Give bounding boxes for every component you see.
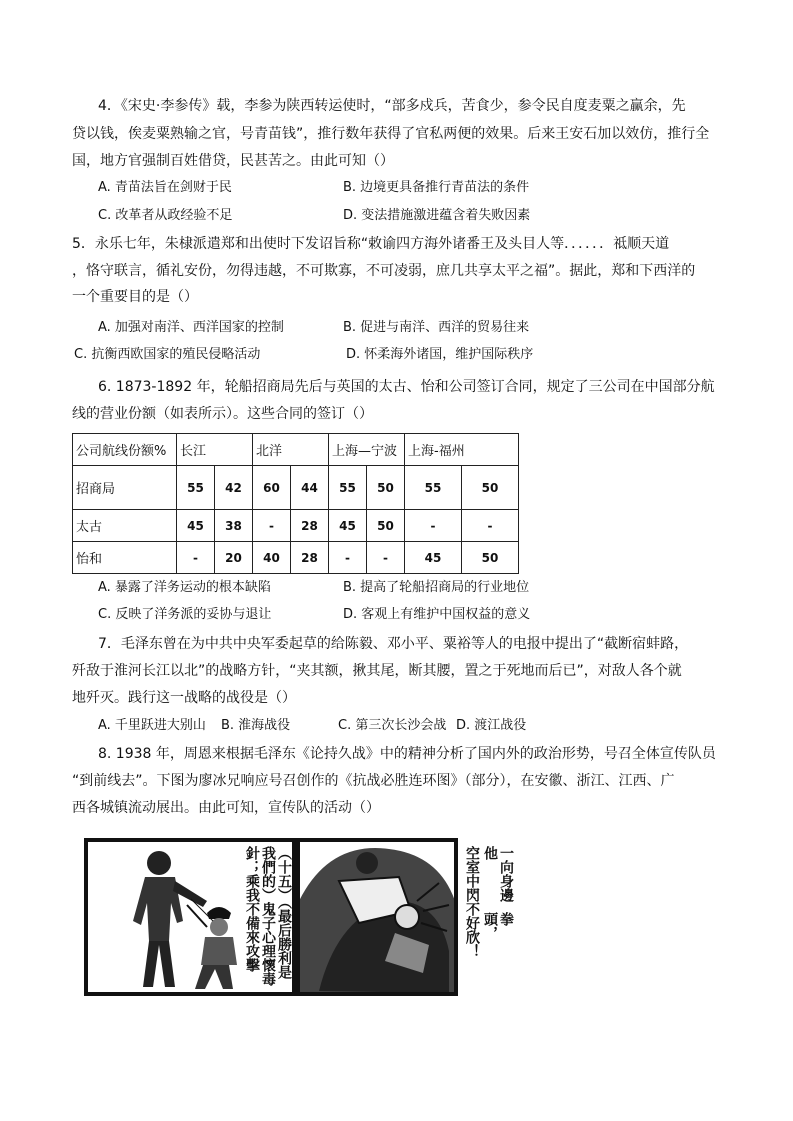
comic-caption-right-col1b: 拳頭， — [482, 912, 514, 940]
q6-option-b[interactable]: B. 提高了轮船招商局的行业地位 — [343, 580, 530, 595]
q4-line-3: 国，地方官强制百姓借贷，民甚苦之。由此可知（） — [72, 153, 394, 169]
q7-option-a[interactable]: A. 千里跃进大别山 — [98, 718, 206, 733]
q7-line-1: 7．毛泽东曾在为中共中央军委起草的给陈毅、邓小平、粟裕等人的电报中提出了“截断宿蚌路， — [98, 636, 689, 652]
table-header-row — [73, 434, 519, 466]
q5-line-2: ，恪守联言，循礼安份，勿得违越，不可欺寡，不可凌弱，庶几共享太平之福”。据此，郑和下西洋的 — [72, 263, 696, 279]
table-cell: 55 — [329, 466, 367, 510]
table-row — [73, 510, 519, 542]
table-cell: 50 — [367, 510, 405, 542]
q7-option-c[interactable]: C. 第三次长沙会战 — [338, 718, 447, 733]
table-cell: 45 — [177, 510, 215, 542]
table-cell: - — [462, 510, 519, 542]
comic-caption-right-col2: 空室中閃不好欣！ — [464, 846, 480, 958]
table-header-cell: 公司航线份额% — [73, 434, 177, 466]
table-header-cell: 上海—宁波 — [329, 434, 405, 466]
table-cell: 50 — [367, 466, 405, 510]
table-cell: 50 — [462, 542, 519, 574]
comic-caption-col1: （十五）（最后勝利是 — [276, 846, 292, 979]
table-cell: 55 — [177, 466, 215, 510]
table-cell: - — [177, 542, 215, 574]
q4-option-a[interactable]: A. 青苗法旨在剑财于民 — [98, 180, 232, 195]
table-cell: 44 — [291, 466, 329, 510]
table-row-label: 怡和 — [73, 542, 177, 574]
comic-caption-col3: 針；乘我不備來攻擊 — [244, 846, 260, 972]
q8-line-1: 8. 1938 年，周恩来根据毛泽东《论持久战》中的精神分析了国内外的政治形势，号召全体宣传队员 — [98, 746, 716, 762]
q4-option-c[interactable]: C. 改革者从政经验不足 — [98, 208, 233, 223]
table-cell: 28 — [291, 510, 329, 542]
q8-line-3: 西各城镇流动展出。由此可知，宣传队的活动（） — [72, 800, 380, 816]
table-cell: 28 — [291, 542, 329, 574]
table-cell: 40 — [253, 542, 291, 574]
table-header-cell: 北洋 — [253, 434, 329, 466]
table-cell: 45 — [329, 510, 367, 542]
q6-option-c[interactable]: C. 反映了洋务派的妥协与退让 — [98, 607, 272, 622]
table-cell: 20 — [215, 542, 253, 574]
q5-option-d[interactable]: D. 怀柔海外诸国，维护国际秩序 — [346, 347, 534, 362]
table-cell: - — [405, 510, 462, 542]
q5-option-a[interactable]: A. 加强对南洋、西洋国家的控制 — [98, 320, 284, 335]
q6-option-a[interactable]: A. 暴露了洋务运动的根本缺陷 — [98, 580, 271, 595]
q5-option-c[interactable]: C. 抗衡西欧国家的殖民侵略活动 — [74, 347, 261, 362]
q7-option-b[interactable]: B. 淮海战役 — [221, 718, 291, 733]
shipping-share-table — [72, 433, 519, 574]
table-cell: - — [329, 542, 367, 574]
q5-line-3: 一个重要目的是（） — [72, 289, 198, 305]
table-row — [73, 466, 519, 510]
q5-line-1: 5．永乐七年，朱棣派遣郑和出使时下发诏旨称“敕谕四方海外诸番王及头目人等．．．．．．祗顺天道 — [72, 236, 670, 252]
q7-line-3: 地歼灭。践行这一战略的战役是（） — [72, 690, 296, 706]
table-row-label: 招商局 — [73, 466, 177, 510]
table-cell: 50 — [462, 466, 519, 510]
table-cell: 38 — [215, 510, 253, 542]
table-cell: - — [367, 542, 405, 574]
comic-panel-2 — [296, 838, 458, 996]
table-cell: 45 — [405, 542, 462, 574]
q6-line-1: 6. 1873-1892 年，轮船招商局先后与英国的太古、怡和公司签订合同，规定了三公司在中国部分航 — [98, 379, 715, 395]
comic-illustration-punch — [299, 841, 455, 993]
comic-caption-col2: 我們的）鬼子心理懷毒 — [260, 846, 276, 986]
table-row — [73, 542, 519, 574]
table-row-label: 太古 — [73, 510, 177, 542]
table-cell: 60 — [253, 466, 291, 510]
q7-option-d[interactable]: D. 渡江战役 — [456, 718, 527, 733]
table-cell: - — [253, 510, 291, 542]
q7-line-2: 歼敌于淮河长江以北”的战略方针，“夹其额，揪其尾，断其腰，置之于死地而后已”，对敌人各个就 — [72, 663, 682, 679]
table-cell: 42 — [215, 466, 253, 510]
table-header-cell: 上海-福州 — [405, 434, 519, 466]
q4-line-2: 贷以钱，俟麦粟熟输之官，号青苗钱”，推行数年获得了官私两便的效果。后来王安石加以效仿，推行全 — [72, 126, 710, 142]
q6-option-d[interactable]: D. 客观上有维护中国权益的意义 — [343, 607, 531, 622]
table-cell: 55 — [405, 466, 462, 510]
q6-line-2: 线的营业份额（如表所示）。这些合同的签订（） — [72, 406, 373, 422]
comic-caption-right-col1: 一向身邊他 — [482, 846, 514, 902]
q4-option-b[interactable]: B. 边境更具备推行青苗法的条件 — [343, 180, 530, 195]
q5-option-b[interactable]: B. 促进与南洋、西洋的贸易往来 — [343, 320, 530, 335]
q8-line-2: “到前线去”。下图为廖冰兄响应号召创作的《抗战必胜连环图》（部分），在安徽、浙江、江西、广 — [72, 773, 675, 789]
table-header-cell: 长江 — [177, 434, 253, 466]
q4-line-1: 4．《宋史·李参传》载，李参为陕西转运使时，“部多戍兵，苦食少，参令民自度麦粟之赢余，先 — [98, 98, 686, 114]
q4-option-d[interactable]: D. 变法措施激进蕴含着失败因素 — [343, 208, 531, 223]
